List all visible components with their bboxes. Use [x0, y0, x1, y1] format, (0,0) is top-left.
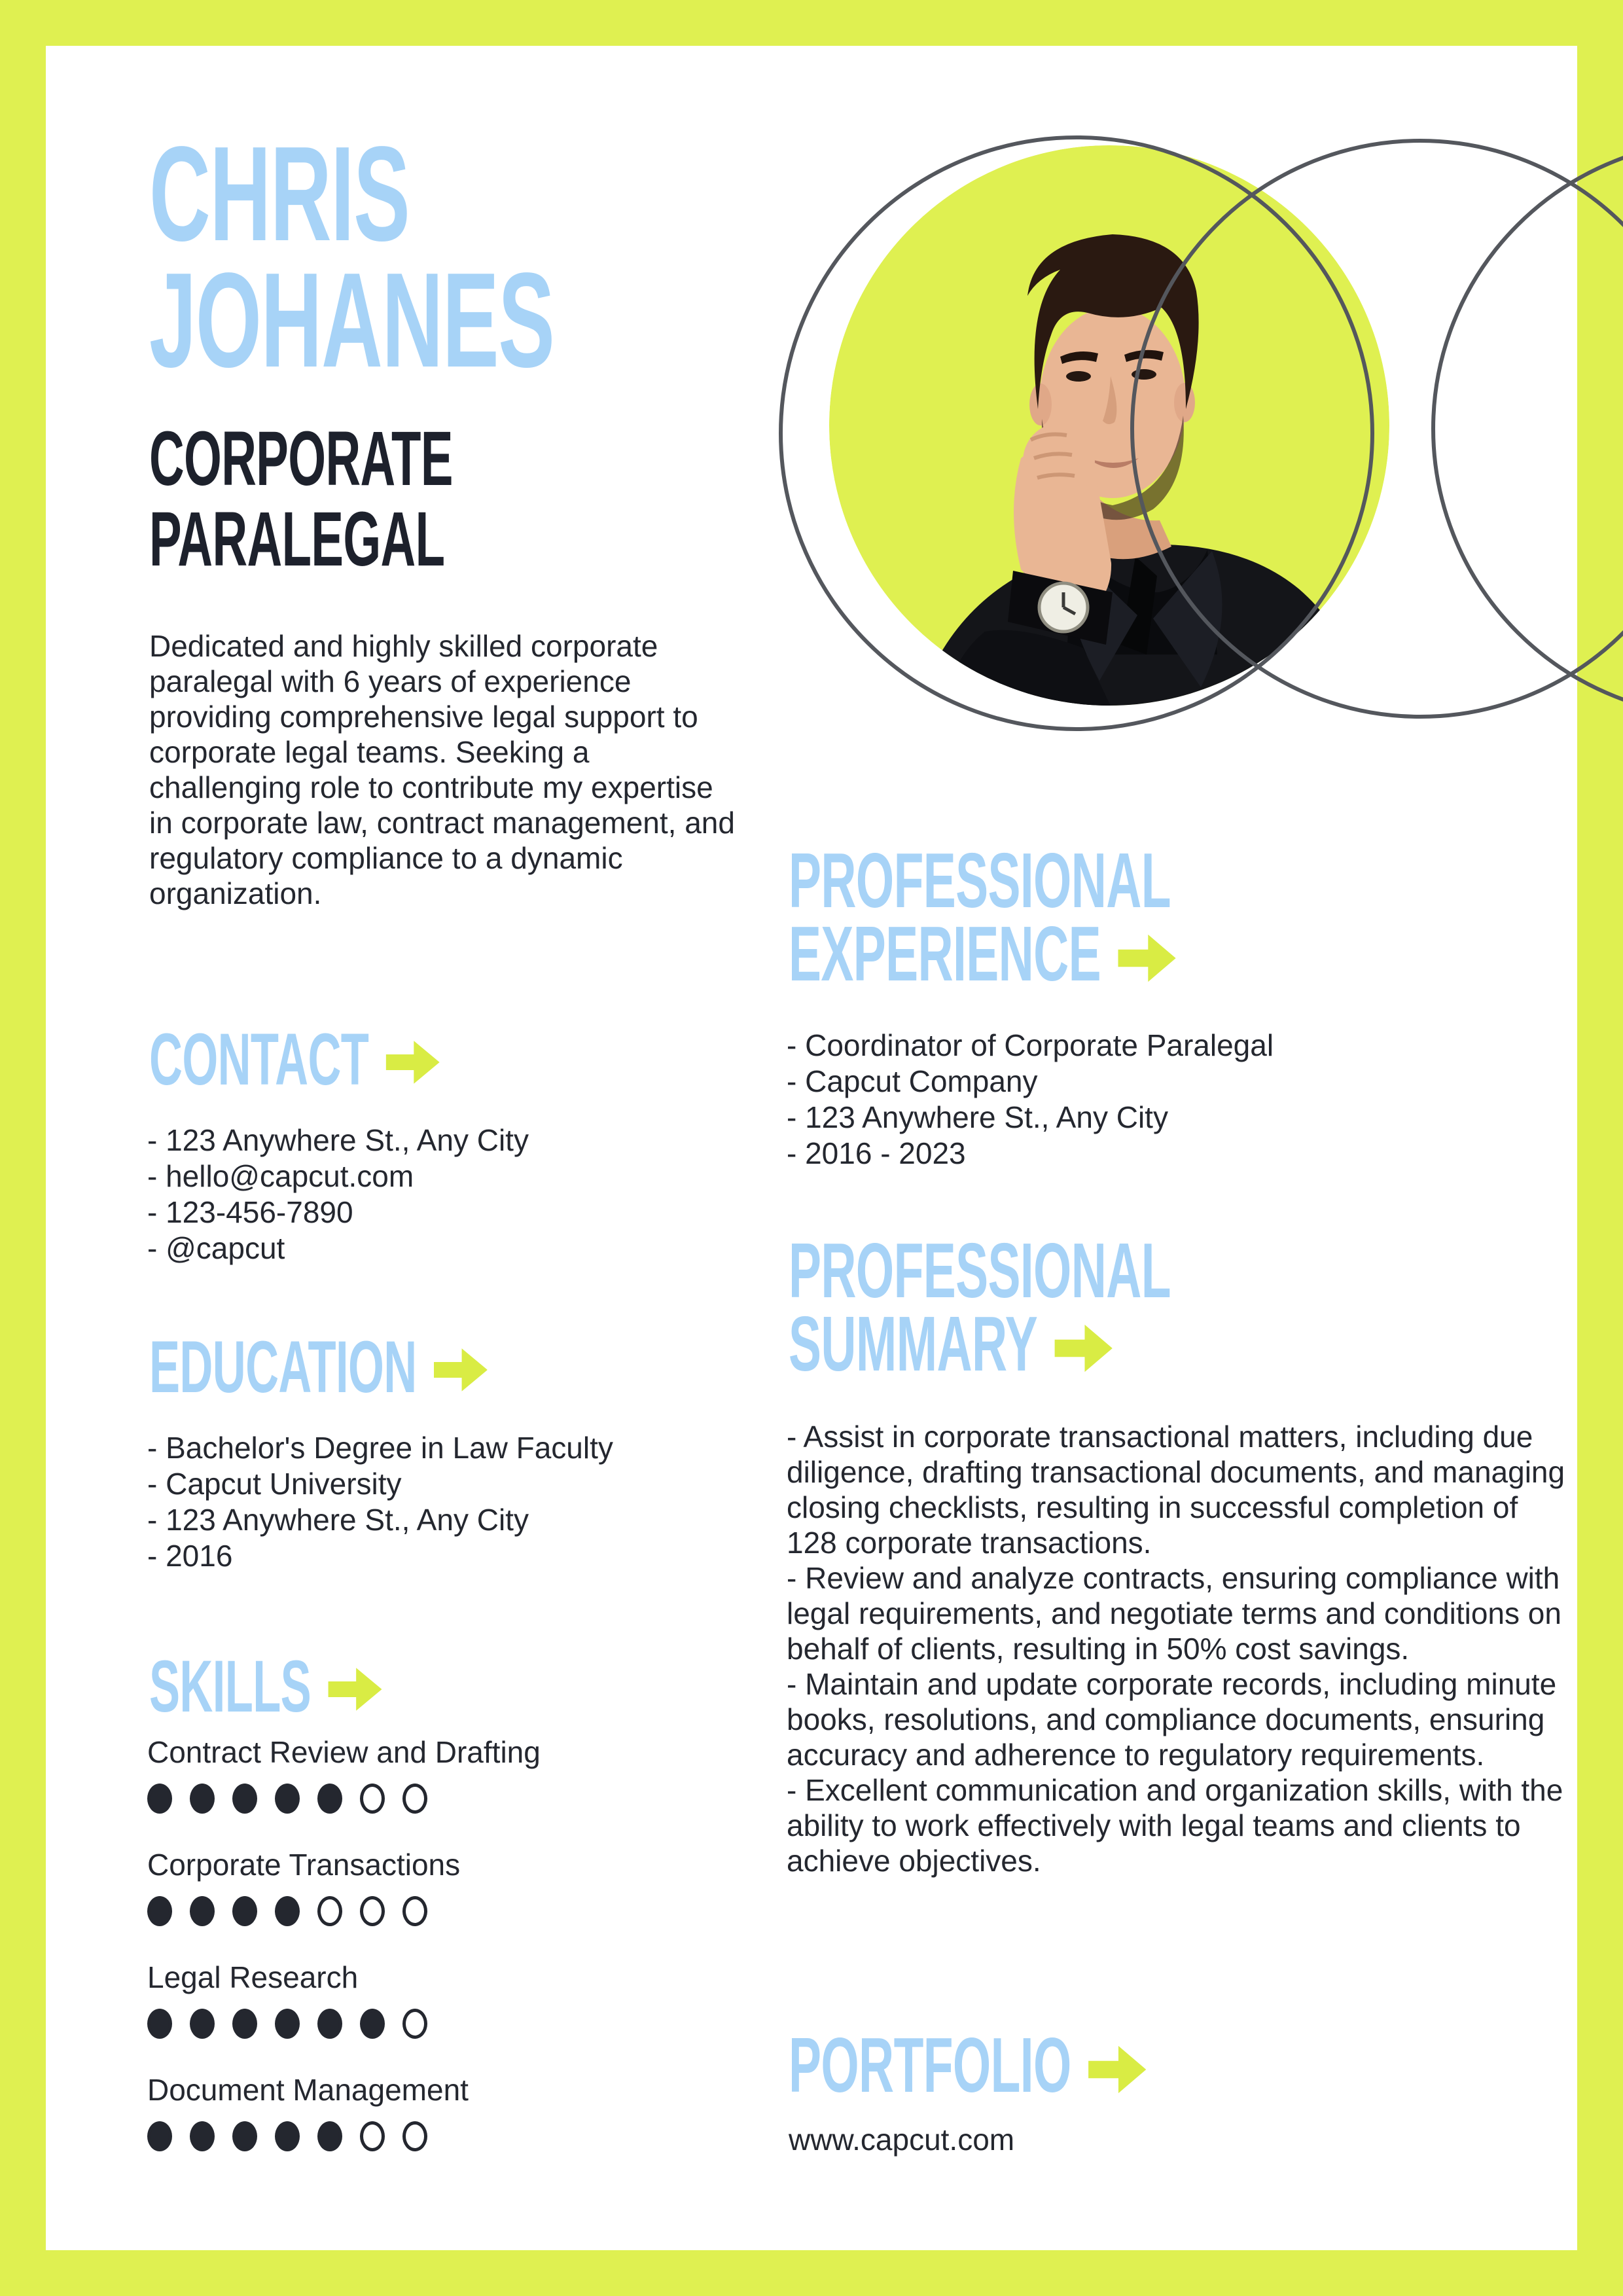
education-heading-text: EDUCATION: [149, 1326, 417, 1408]
experience-heading: [789, 837, 1403, 997]
experience-list: [787, 1028, 1274, 1172]
skill-dot-filled: [317, 2121, 342, 2151]
skill-name: Corporate Transactions: [147, 1848, 461, 1882]
experience-item: - Capcut Company: [787, 1064, 1038, 1098]
skills-heading: [149, 1645, 518, 1727]
summary-bullet: - Assist in corporate transactional matters, including due diligence, drafting transactional documents, and managing closing checklists, resulting in successful completion of 128 corporate transactions.: [787, 1420, 1565, 1560]
skill-dot-empty: [402, 2121, 427, 2151]
profile-photo: [829, 145, 1389, 710]
summary-heading-line2: SUMMARY: [789, 1300, 1038, 1388]
skill-dot-filled: [317, 1784, 342, 1814]
contact-item: - hello@capcut.com: [147, 1159, 414, 1193]
skill-rating: [147, 2008, 541, 2039]
contact-item: - 123 Anywhere St., Any City: [147, 1123, 529, 1157]
skill-row: [147, 1847, 541, 1927]
skill-dot-filled: [190, 1896, 215, 1926]
skill-dot-filled: [147, 1896, 172, 1926]
skill-dot-filled: [147, 2121, 172, 2151]
arrow-icon: [1088, 2041, 1146, 2098]
arrow-icon: [1118, 929, 1175, 987]
portfolio-heading: [789, 2022, 1356, 2109]
skill-rating: [147, 2121, 541, 2152]
experience-heading-line2: EXPERIENCE: [789, 910, 1101, 997]
arrow-icon: [434, 1344, 488, 1396]
job-title: CORPORATE PARALEGAL: [149, 416, 453, 583]
skill-dot-filled: [275, 2009, 300, 2039]
skill-dot-filled: [232, 2009, 257, 2039]
skill-rating: [147, 1783, 541, 1814]
skill-dot-filled: [360, 2009, 385, 2039]
education-item: - 123 Anywhere St., Any City: [147, 1503, 529, 1537]
skill-dot-filled: [275, 1784, 300, 1814]
skill-dot-filled: [147, 2009, 172, 2039]
education-item: - Capcut University: [147, 1467, 402, 1501]
experience-item: - 123 Anywhere St., Any City: [787, 1100, 1168, 1134]
name-block: [149, 118, 792, 395]
contact-item: - 123-456-7890: [147, 1195, 353, 1229]
portfolio-heading-text: PORTFOLIO: [789, 2022, 1071, 2109]
skill-dot-filled: [275, 2121, 300, 2151]
experience-item: - 2016 - 2023: [787, 1136, 966, 1170]
skill-dot-empty: [402, 1896, 427, 1926]
skill-dot-filled: [190, 2009, 215, 2039]
skill-name: Document Management: [147, 2073, 469, 2107]
portfolio-url: www.capcut.com: [789, 2123, 1015, 2157]
skill-dot-filled: [190, 2121, 215, 2151]
summary-heading-line1: PROFESSIONAL: [789, 1227, 1171, 1314]
skill-name: Legal Research: [147, 1960, 359, 1994]
skill-row: [147, 1734, 541, 1814]
skill-dot-filled: [232, 1784, 257, 1814]
skill-dot-empty: [360, 1784, 385, 1814]
contact-list: [147, 1122, 529, 1266]
experience-heading-line1: PROFESSIONAL: [789, 837, 1171, 924]
skill-row: [147, 2072, 541, 2152]
skill-dot-empty: [360, 1896, 385, 1926]
contact-item: - @capcut: [147, 1231, 285, 1265]
education-item: - 2016: [147, 1539, 233, 1573]
skill-row: [147, 1960, 541, 2039]
education-heading: [149, 1326, 686, 1408]
summary-list: [787, 1419, 1565, 1878]
summary-bullet: - Review and analyze contracts, ensuring compliance with legal requirements, and negotiate terms and conditions on behalf of clients, resulting in 50% cost savings.: [787, 1561, 1561, 1666]
skill-dot-filled: [232, 2121, 257, 2151]
skill-dot-empty: [317, 1896, 342, 1926]
education-item: - Bachelor's Degree in Law Faculty: [147, 1431, 613, 1465]
skill-dot-filled: [275, 1896, 300, 1926]
contact-heading-text: CONTACT: [149, 1018, 369, 1100]
last-name: JOHANES: [149, 245, 554, 395]
skill-dot-filled: [232, 1896, 257, 1926]
skill-dot-filled: [147, 1784, 172, 1814]
skill-dot-empty: [402, 1784, 427, 1814]
skills-list: [147, 1734, 541, 2185]
arrow-icon: [1055, 1319, 1113, 1377]
education-list: [147, 1430, 613, 1574]
summary-bullet: - Maintain and update corporate records, including minute books, resolutions, and compliance documents, ensuring accuracy and adherence to regulatory requirements.: [787, 1667, 1557, 1772]
contact-heading: [149, 1018, 610, 1100]
arrow-icon: [329, 1663, 382, 1715]
skill-name: Contract Review and Drafting: [147, 1735, 541, 1769]
summary-bullet: - Excellent communication and organization skills, with the ability to work effectively with legal teams and clients to achieve objectives.: [787, 1773, 1563, 1878]
arrow-icon: [386, 1036, 440, 1088]
about-text: Dedicated and highly skilled corporate paralegal with 6 years of experience providing comprehensive legal support to corporate legal teams. Seeking a challenging role to contribute my expertise in corporate law, contract management, and regulatory compliance to a dynamic organization.: [149, 629, 735, 910]
skill-dot-empty: [360, 2121, 385, 2151]
first-name: CHRIS: [149, 118, 410, 269]
skill-rating: [147, 1895, 541, 1927]
skill-dot-filled: [317, 2009, 342, 2039]
summary-heading: [789, 1227, 1395, 1388]
experience-item: - Coordinator of Corporate Paralegal: [787, 1028, 1274, 1062]
skills-heading-text: SKILLS: [149, 1645, 312, 1727]
skill-dot-empty: [402, 2009, 427, 2039]
skill-dot-filled: [190, 1784, 215, 1814]
